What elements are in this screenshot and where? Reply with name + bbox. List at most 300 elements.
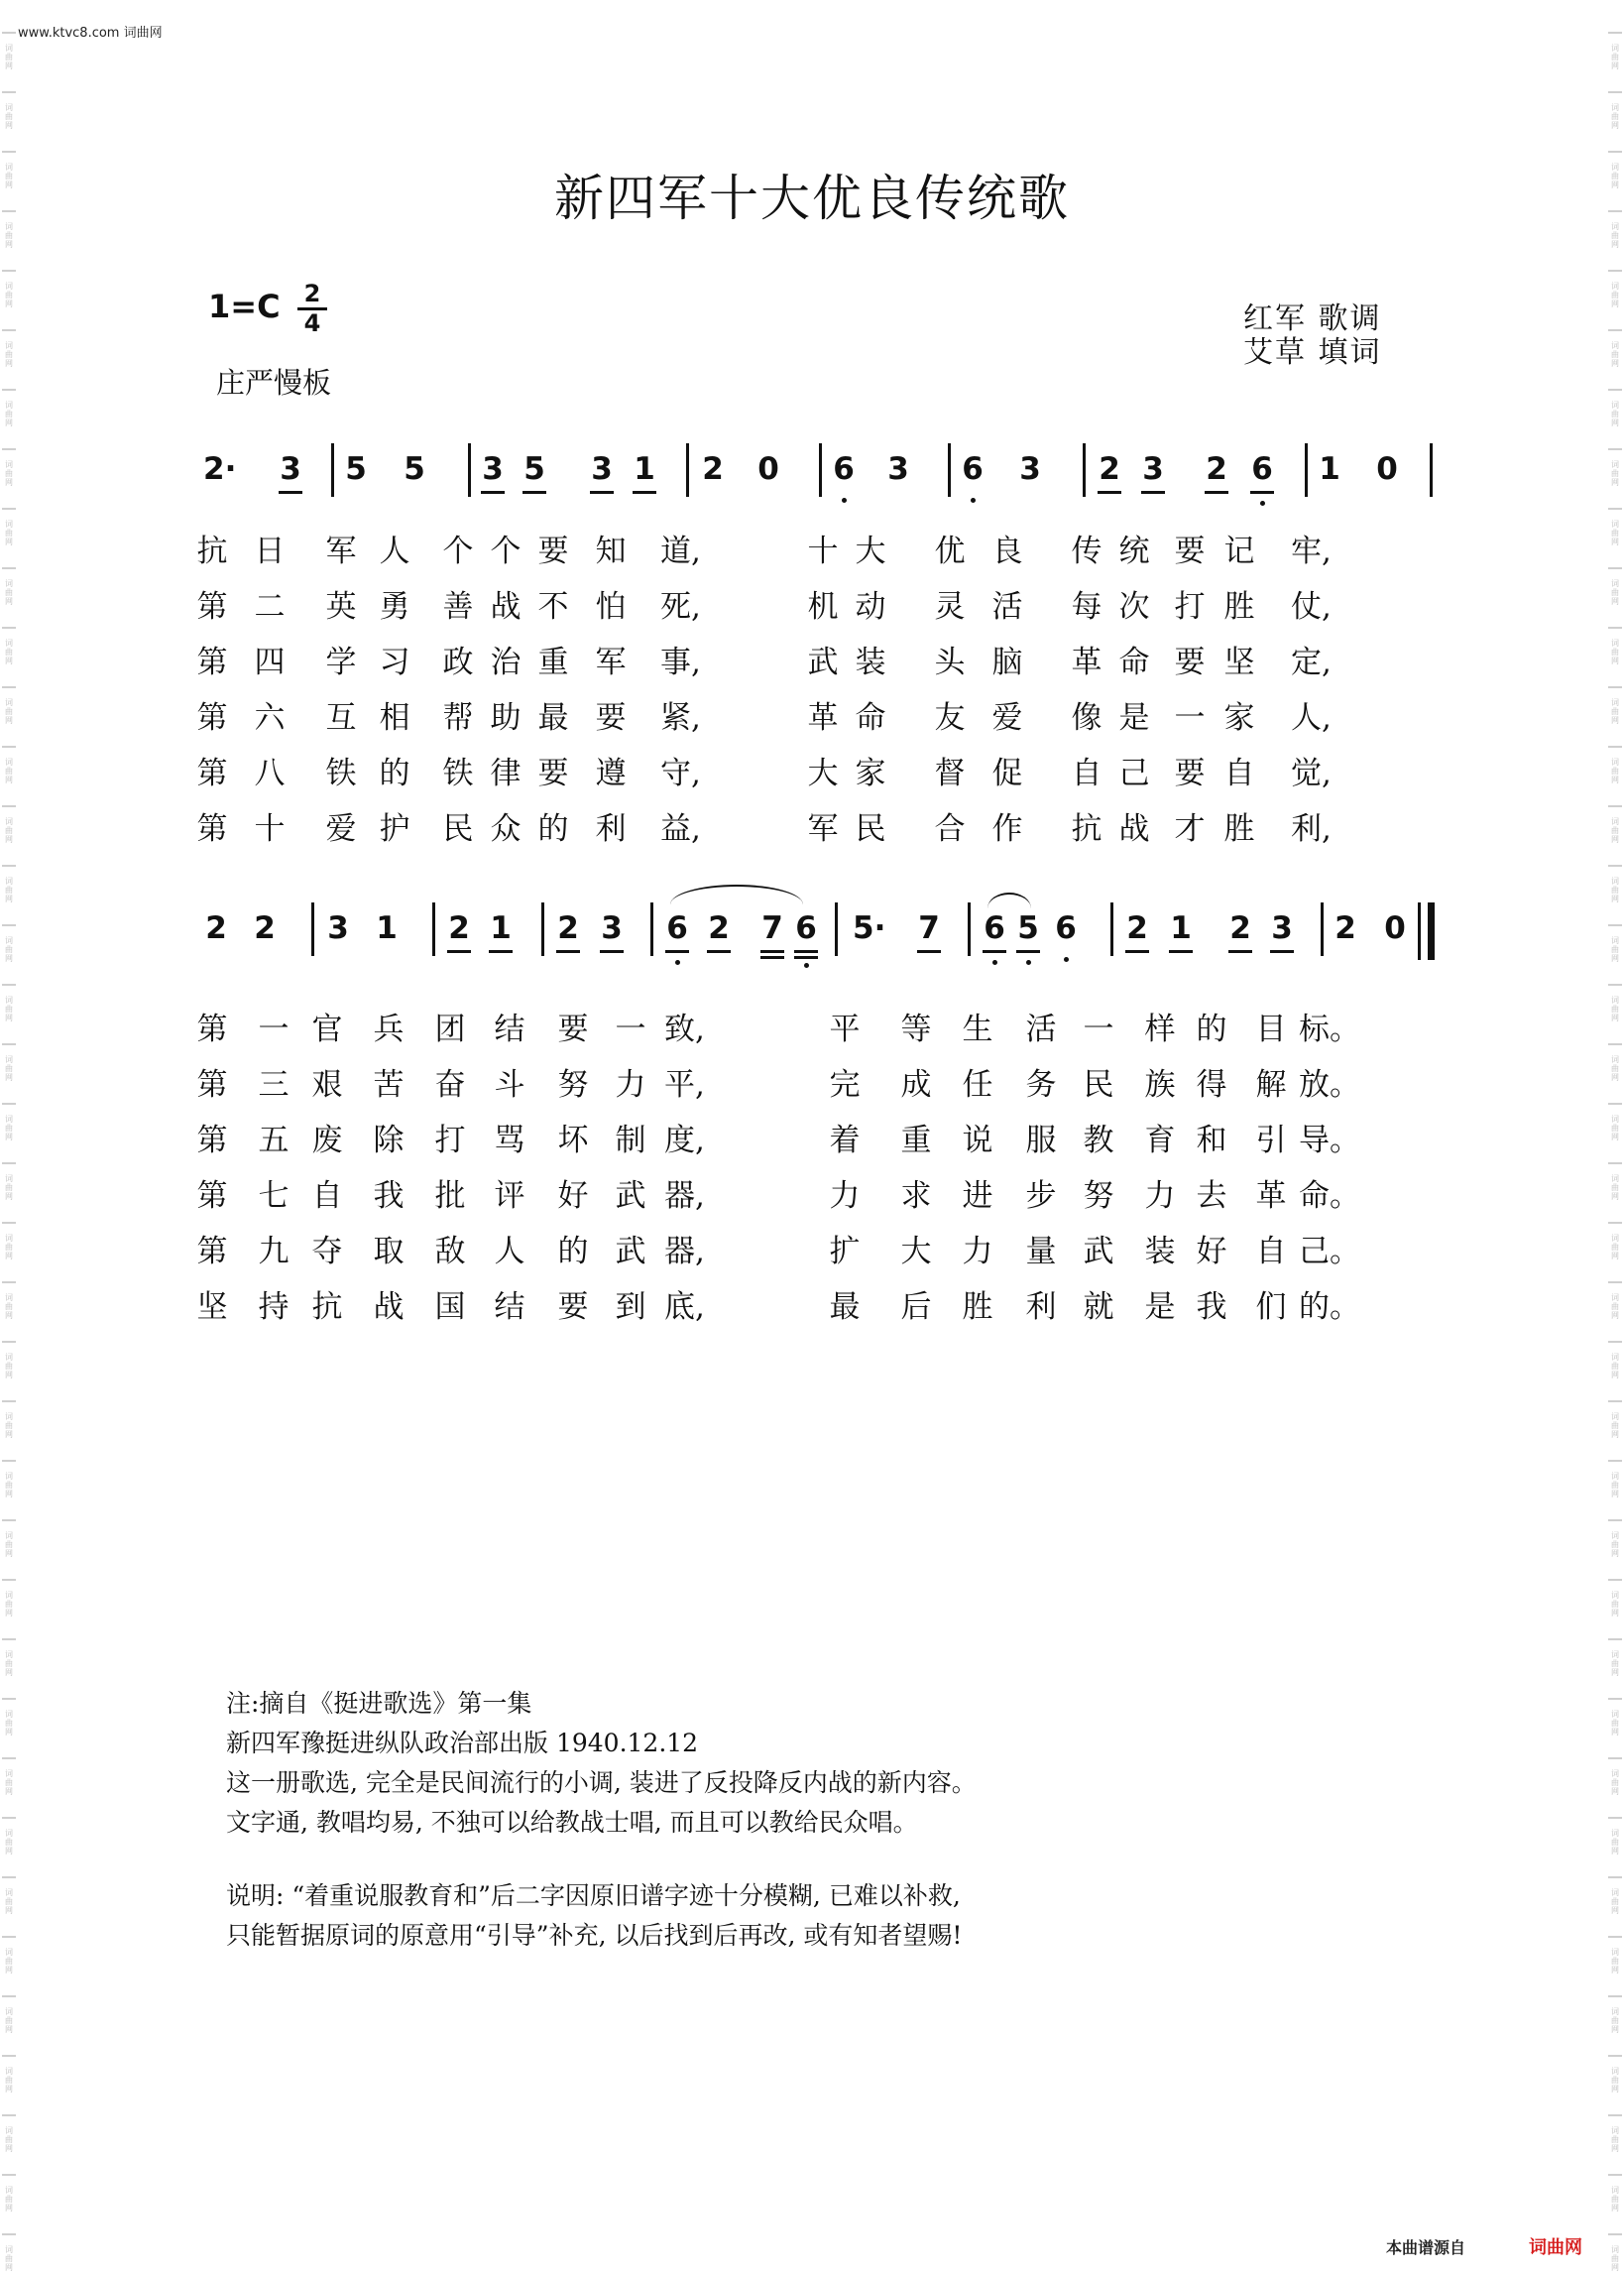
score-note: 3 <box>887 451 909 487</box>
score-note: 7 <box>759 910 785 946</box>
score-note: 6 <box>982 910 1007 946</box>
lyric-char: 重 <box>900 1123 932 1158</box>
side-watermark: 词 曲 网 <box>5 1353 13 1379</box>
score-note: 3 <box>1140 451 1166 487</box>
score-note: 0 <box>1376 451 1398 487</box>
bar-line <box>948 443 951 497</box>
bar-line <box>468 443 471 497</box>
lyric-char: 成 <box>900 1067 932 1103</box>
lyric-char: 合 <box>934 811 966 847</box>
lyric-char: 第 <box>196 756 228 791</box>
score-note: 2 <box>1097 451 1122 487</box>
lyric-char: 治 <box>490 645 522 680</box>
bar-line <box>835 902 838 956</box>
lyric-char: 样 <box>1144 1012 1176 1047</box>
side-watermark: 词 曲 网 <box>5 1293 13 1320</box>
side-watermark: 词 曲 网 <box>1611 460 1619 487</box>
lyric-char: 胜 <box>1223 811 1255 847</box>
lyric-char: 民 <box>442 811 474 847</box>
side-watermark: 词 曲 网 <box>5 996 13 1022</box>
lyric-char: 要 <box>557 1012 589 1047</box>
lyric-char: 要 <box>537 534 569 569</box>
side-watermark: 词 曲 网 <box>5 2007 13 2034</box>
bar-line <box>1083 443 1086 497</box>
lyric-char: 众 <box>490 811 522 847</box>
lyric-char: 底, <box>664 1289 705 1325</box>
side-watermark: 词 曲 网 <box>1611 1115 1619 1141</box>
side-watermark: 词 曲 网 <box>5 1710 13 1737</box>
lyric-char: 促 <box>991 756 1023 791</box>
side-watermark: 词 曲 网 <box>1611 877 1619 903</box>
lyric-char: 军 <box>807 811 839 847</box>
lyric-char: 事, <box>660 645 701 680</box>
lyric-char: 政 <box>442 645 474 680</box>
bar-line <box>1321 902 1324 956</box>
lyrics-2-verse-2 <box>0 1059 1624 1109</box>
side-watermark: 词 曲 网 <box>1611 817 1619 844</box>
lyric-char: 督 <box>934 756 966 791</box>
lyric-char: 敌 <box>434 1234 466 1269</box>
lyric-char: 第 <box>196 811 228 847</box>
score-note: 2 <box>702 451 724 487</box>
lyric-char: 九 <box>258 1234 290 1269</box>
lyric-char: 一 <box>615 1012 646 1047</box>
score-note: 6 <box>664 910 690 946</box>
lyric-char: 仗, <box>1291 589 1332 625</box>
bar-line <box>311 902 314 956</box>
side-watermark: 词 曲 网 <box>1611 1710 1619 1737</box>
lyric-char: 斗 <box>494 1067 525 1103</box>
side-watermark: 词 曲 网 <box>5 222 13 249</box>
lyric-char: 第 <box>196 1123 228 1158</box>
score-note: 2 <box>1124 910 1150 946</box>
lyric-char: 命 <box>855 700 886 736</box>
final-bar-line-thick <box>1428 902 1435 960</box>
lyric-char: 自 <box>311 1178 343 1214</box>
score-note: 0 <box>757 451 779 487</box>
credit-composer: 红军 歌调 <box>1243 301 1382 336</box>
note-explanation-1: 说明: “着重说服教育和”后二字因原旧谱字迹十分模糊, 已难以补救, <box>226 1881 961 1910</box>
bar-line <box>968 902 971 956</box>
bar-line <box>541 902 544 956</box>
side-watermark: 词 曲 网 <box>5 639 13 665</box>
lyric-char: 脑 <box>991 645 1023 680</box>
lyric-char: 要 <box>537 756 569 791</box>
side-watermark: 词 曲 网 <box>1611 1769 1619 1796</box>
lyric-char: 育 <box>1144 1123 1176 1158</box>
lyric-char: 扩 <box>829 1234 861 1269</box>
lyric-char: 求 <box>900 1178 932 1214</box>
side-watermark: 词 曲 网 <box>1611 936 1619 963</box>
lyric-char: 铁 <box>325 756 357 791</box>
lyric-char: 去 <box>1196 1178 1227 1214</box>
lyric-char: 要 <box>595 700 627 736</box>
lyric-char: 益, <box>660 811 701 847</box>
side-watermark: 词 曲 网 <box>5 698 13 725</box>
lyric-char: 遵 <box>595 756 627 791</box>
slur-mark <box>670 885 803 904</box>
lyric-char: 任 <box>962 1067 993 1103</box>
score-note: 0 <box>1384 910 1406 946</box>
lyric-char: 平, <box>664 1067 705 1103</box>
side-watermark: 词 曲 网 <box>5 401 13 427</box>
lyric-char: 打 <box>1174 589 1206 625</box>
lyric-char: 自 <box>1223 756 1255 791</box>
side-watermark: 词 曲 网 <box>5 2245 13 2272</box>
lyric-char: 坚 <box>196 1289 228 1325</box>
lyric-char: 引 <box>1255 1123 1287 1158</box>
lyric-char: 废 <box>311 1123 343 1158</box>
lyric-char: 人, <box>1291 700 1332 736</box>
side-watermark: 词 曲 网 <box>1611 2007 1619 2034</box>
side-watermark: 词 曲 网 <box>1611 1174 1619 1201</box>
side-watermark: 词 曲 网 <box>1611 1591 1619 1617</box>
side-watermark: 词 曲 网 <box>5 1591 13 1617</box>
lyrics-2-verse-4 <box>0 1170 1624 1220</box>
lyric-char: 一 <box>258 1012 290 1047</box>
side-watermark: 词 曲 网 <box>1611 401 1619 427</box>
side-watermark: 词 曲 网 <box>1611 2067 1619 2094</box>
lyric-char: 骂 <box>494 1123 525 1158</box>
lyric-char: 最 <box>829 1289 861 1325</box>
lyric-char: 一 <box>1083 1012 1114 1047</box>
lyric-char: 互 <box>325 700 357 736</box>
lyric-char: 习 <box>379 645 410 680</box>
lyric-char: 八 <box>254 756 286 791</box>
lyric-char: 作 <box>991 811 1023 847</box>
lyrics-1-verse-2 <box>0 581 1624 631</box>
lyrics-1-verse-1 <box>0 526 1624 575</box>
side-watermark: 词 曲 网 <box>5 1472 13 1498</box>
site-url[interactable]: www.ktvc8.com 词曲网 <box>18 26 163 41</box>
lyric-char: 我 <box>1196 1289 1227 1325</box>
note-description-2: 文字通, 教唱均易, 不独可以给教战士唱, 而且可以教给民众唱。 <box>226 1808 918 1837</box>
lyric-char: 机 <box>807 589 839 625</box>
score-note: 2 <box>254 910 276 946</box>
lyric-char: 致, <box>664 1012 705 1047</box>
credit-lyricist: 艾草 填词 <box>1243 335 1382 370</box>
lyric-char: 三 <box>258 1067 290 1103</box>
lyric-char: 己。 <box>1299 1234 1360 1269</box>
lyric-char: 好 <box>1196 1234 1227 1269</box>
lyric-char: 武 <box>615 1178 646 1214</box>
lyric-char: 五 <box>258 1123 290 1158</box>
lyric-char: 胜 <box>962 1289 993 1325</box>
lyric-char: 放。 <box>1299 1067 1360 1103</box>
lyric-char: 次 <box>1118 589 1150 625</box>
side-watermark: 词 曲 网 <box>1611 1353 1619 1379</box>
time-signature-bottom: 4 <box>303 309 321 337</box>
score-note: 6 <box>960 451 986 487</box>
lyric-char: 己 <box>1118 756 1150 791</box>
lyric-char: 服 <box>1025 1123 1057 1158</box>
score-note: 2 <box>1204 451 1229 487</box>
time-signature <box>297 281 327 337</box>
side-watermark: 词 曲 网 <box>1611 1650 1619 1677</box>
side-watermark: 词 曲 网 <box>5 341 13 368</box>
score-line-2 <box>0 910 1624 990</box>
side-watermark: 词 曲 网 <box>5 936 13 963</box>
score-note: 2 <box>1334 910 1356 946</box>
lyric-char: 团 <box>434 1012 466 1047</box>
score-note: 5 <box>345 451 367 487</box>
lyric-char: 完 <box>829 1067 861 1103</box>
score-note: 2 <box>446 910 472 946</box>
lyric-char: 兵 <box>373 1012 405 1047</box>
lyric-char: 灵 <box>934 589 966 625</box>
side-watermark: 词 曲 网 <box>1611 996 1619 1022</box>
score-note: 3 <box>480 451 506 487</box>
side-watermark: 词 曲 网 <box>5 460 13 487</box>
lyric-char: 四 <box>254 645 286 680</box>
lyric-char: 平 <box>829 1012 861 1047</box>
lyric-char: 艰 <box>311 1067 343 1103</box>
side-watermark: 词 曲 网 <box>1611 1472 1619 1498</box>
lyric-char: 官 <box>311 1012 343 1047</box>
lyric-char: 们 <box>1255 1289 1287 1325</box>
footer-source-label: 本曲谱源自 <box>1386 2238 1466 2257</box>
score-note: 6 <box>1249 451 1275 487</box>
side-watermark: 词 曲 网 <box>1611 1531 1619 1558</box>
lyrics-2-verse-5 <box>0 1226 1624 1275</box>
lyric-char: 利 <box>595 811 627 847</box>
lyric-char: 重 <box>537 645 569 680</box>
lyric-char: 生 <box>962 1012 993 1047</box>
lyric-char: 结 <box>494 1289 525 1325</box>
lyric-char: 像 <box>1071 700 1102 736</box>
lyric-char: 奋 <box>434 1067 466 1103</box>
lyric-char: 二 <box>254 589 286 625</box>
side-watermark: 词 曲 网 <box>5 877 13 903</box>
lyric-char: 步 <box>1025 1178 1057 1214</box>
bar-line <box>1110 902 1113 956</box>
lyric-char: 要 <box>1174 534 1206 569</box>
lyrics-1-verse-4 <box>0 692 1624 742</box>
lyric-char: 军 <box>325 534 357 569</box>
score-note: 3 <box>327 910 349 946</box>
lyric-char: 目 <box>1255 1012 1287 1047</box>
lyric-char: 说 <box>962 1123 993 1158</box>
lyric-char: 装 <box>1144 1234 1176 1269</box>
lyric-char: 武 <box>615 1234 646 1269</box>
side-watermark: 词 曲 网 <box>5 2126 13 2153</box>
lyric-char: 的 <box>537 811 569 847</box>
lyric-char: 等 <box>900 1012 932 1047</box>
lyric-char: 胜 <box>1223 589 1255 625</box>
lyric-char: 到 <box>615 1289 646 1325</box>
side-watermark: 词 曲 网 <box>5 1769 13 1796</box>
score-note: 5 <box>522 451 547 487</box>
slur-mark <box>987 893 1031 908</box>
lyric-char: 七 <box>258 1178 290 1214</box>
lyric-char: 优 <box>934 534 966 569</box>
lyric-char: 标。 <box>1299 1012 1360 1047</box>
side-watermark: 词 曲 网 <box>1611 1829 1619 1856</box>
lyric-char: 努 <box>1083 1178 1114 1214</box>
lyric-char: 头 <box>934 645 966 680</box>
lyric-char: 最 <box>537 700 569 736</box>
score-note: 3 <box>1019 451 1041 487</box>
lyric-char: 打 <box>434 1123 466 1158</box>
side-watermark: 词 曲 网 <box>5 163 13 189</box>
lyric-char: 革 <box>807 700 839 736</box>
side-watermark: 词 曲 网 <box>1611 639 1619 665</box>
lyric-char: 大 <box>807 756 839 791</box>
lyric-char: 定, <box>1291 645 1332 680</box>
lyric-char: 活 <box>991 589 1023 625</box>
lyric-char: 助 <box>490 700 522 736</box>
song-title: 新四军十大优良传统歌 <box>554 170 1070 227</box>
lyric-char: 第 <box>196 700 228 736</box>
lyric-char: 统 <box>1118 534 1150 569</box>
note-description-1: 这一册歌选, 完全是民间流行的小调, 装进了反投降反内战的新内容。 <box>226 1768 977 1797</box>
bar-line <box>331 443 334 497</box>
lyrics-2-verse-1 <box>0 1004 1624 1053</box>
lyric-char: 人 <box>494 1234 525 1269</box>
score-note: 3 <box>589 451 615 487</box>
lyric-char: 好 <box>557 1178 589 1214</box>
side-watermark: 词 曲 网 <box>5 1234 13 1260</box>
note-explanation-2: 只能暂据原词的原意用“引导”补充, 以后找到后再改, 或有知者望赐! <box>226 1921 963 1950</box>
side-watermark: 词 曲 网 <box>1611 698 1619 725</box>
lyric-char: 力 <box>829 1178 861 1214</box>
side-watermark: 词 曲 网 <box>5 758 13 784</box>
lyric-char: 记 <box>1223 534 1255 569</box>
lyrics-1-verse-6 <box>0 803 1624 853</box>
lyric-char: 活 <box>1025 1012 1057 1047</box>
score-note: 1 <box>488 910 514 946</box>
lyric-char: 结 <box>494 1012 525 1047</box>
bar-line <box>819 443 822 497</box>
side-watermark: 词 曲 网 <box>5 1829 13 1856</box>
lyric-char: 十 <box>254 811 286 847</box>
lyric-char: 大 <box>855 534 886 569</box>
lyric-char: 持 <box>258 1289 290 1325</box>
lyric-char: 国 <box>434 1289 466 1325</box>
lyric-char: 自 <box>1071 756 1102 791</box>
side-watermark: 词 曲 网 <box>5 1948 13 1975</box>
score-note: 2 <box>555 910 581 946</box>
lyric-char: 不 <box>537 589 569 625</box>
lyric-char: 度, <box>664 1123 705 1158</box>
lyric-char: 的 <box>379 756 410 791</box>
lyric-char: 六 <box>254 700 286 736</box>
side-watermark: 词 曲 网 <box>5 579 13 606</box>
bar-line <box>432 902 435 956</box>
key-signature: 1=C <box>208 288 281 325</box>
lyric-char: 民 <box>855 811 886 847</box>
lyric-char: 解 <box>1255 1067 1287 1103</box>
lyric-char: 利, <box>1291 811 1332 847</box>
score-note: 2 <box>205 910 227 946</box>
lyric-char: 日 <box>254 534 286 569</box>
bar-line <box>1430 443 1433 497</box>
lyric-char: 抗 <box>311 1289 343 1325</box>
score-note: 6 <box>1053 910 1079 946</box>
lyric-char: 努 <box>557 1067 589 1103</box>
side-watermark: 词 曲 网 <box>1611 282 1619 308</box>
lyric-char: 军 <box>595 645 627 680</box>
score-note: 3 <box>1269 910 1295 946</box>
side-watermark: 词 曲 网 <box>5 1412 13 1439</box>
lyric-char: 利 <box>1025 1289 1057 1325</box>
lyric-char: 第 <box>196 1178 228 1214</box>
side-watermark: 词 曲 网 <box>5 520 13 546</box>
lyric-char: 律 <box>490 756 522 791</box>
side-watermark: 词 曲 网 <box>1611 222 1619 249</box>
lyric-char: 传 <box>1071 534 1102 569</box>
bar-line <box>1305 443 1308 497</box>
lyric-char: 力 <box>962 1234 993 1269</box>
score-note: 5· <box>853 910 886 946</box>
side-watermark: 词 曲 网 <box>5 103 13 130</box>
score-line-1 <box>0 451 1624 531</box>
lyric-char: 觉, <box>1291 756 1332 791</box>
score-note: 2· <box>203 451 237 487</box>
side-watermark: 词 曲 网 <box>1611 1055 1619 1082</box>
side-watermark: 词 曲 网 <box>1611 1888 1619 1915</box>
score-note: 1 <box>376 910 398 946</box>
side-watermark: 词 曲 网 <box>5 282 13 308</box>
lyric-char: 爱 <box>325 811 357 847</box>
score-note: 6 <box>831 451 857 487</box>
bar-line <box>650 902 653 956</box>
lyric-char: 和 <box>1196 1123 1227 1158</box>
lyric-char: 爱 <box>991 700 1023 736</box>
lyric-char: 我 <box>373 1178 405 1214</box>
side-watermark: 词 曲 网 <box>5 44 13 70</box>
lyric-char: 紧, <box>660 700 701 736</box>
lyric-char: 牢, <box>1291 534 1332 569</box>
lyric-char: 就 <box>1083 1289 1114 1325</box>
lyric-char: 的。 <box>1299 1289 1360 1325</box>
side-watermark: 词 曲 网 <box>1611 2126 1619 2153</box>
side-watermark: 词 曲 网 <box>1611 1293 1619 1320</box>
lyric-char: 评 <box>494 1178 525 1214</box>
lyric-char: 要 <box>557 1289 589 1325</box>
lyric-char: 铁 <box>442 756 474 791</box>
lyric-char: 知 <box>595 534 627 569</box>
lyric-char: 取 <box>373 1234 405 1269</box>
lyric-char: 第 <box>196 1012 228 1047</box>
score-note: 2 <box>706 910 732 946</box>
lyric-char: 勇 <box>379 589 410 625</box>
lyric-char: 批 <box>434 1178 466 1214</box>
lyric-char: 要 <box>1174 756 1206 791</box>
score-note: 1 <box>632 451 657 487</box>
lyric-char: 着 <box>829 1123 861 1158</box>
lyric-char: 自 <box>1255 1234 1287 1269</box>
lyric-char: 死, <box>660 589 701 625</box>
lyric-char: 革 <box>1071 645 1102 680</box>
side-watermark: 词 曲 网 <box>5 1650 13 1677</box>
lyric-char: 相 <box>379 700 410 736</box>
side-watermark: 词 曲 网 <box>1611 1234 1619 1260</box>
side-watermark: 词 曲 网 <box>1611 44 1619 70</box>
lyric-char: 族 <box>1144 1067 1176 1103</box>
side-watermark: 词 曲 网 <box>1611 1948 1619 1975</box>
lyric-char: 学 <box>325 645 357 680</box>
side-watermark: 词 曲 网 <box>1611 2245 1619 2272</box>
lyric-char: 帮 <box>442 700 474 736</box>
lyric-char: 务 <box>1025 1067 1057 1103</box>
lyric-char: 要 <box>1174 645 1206 680</box>
side-watermark: 词 曲 网 <box>5 2067 13 2094</box>
score-note: 2 <box>1227 910 1253 946</box>
lyric-char: 命 <box>1118 645 1150 680</box>
lyric-char: 的 <box>1196 1012 1227 1047</box>
footer-site-logo[interactable]: 词曲网 <box>1529 2237 1582 2258</box>
